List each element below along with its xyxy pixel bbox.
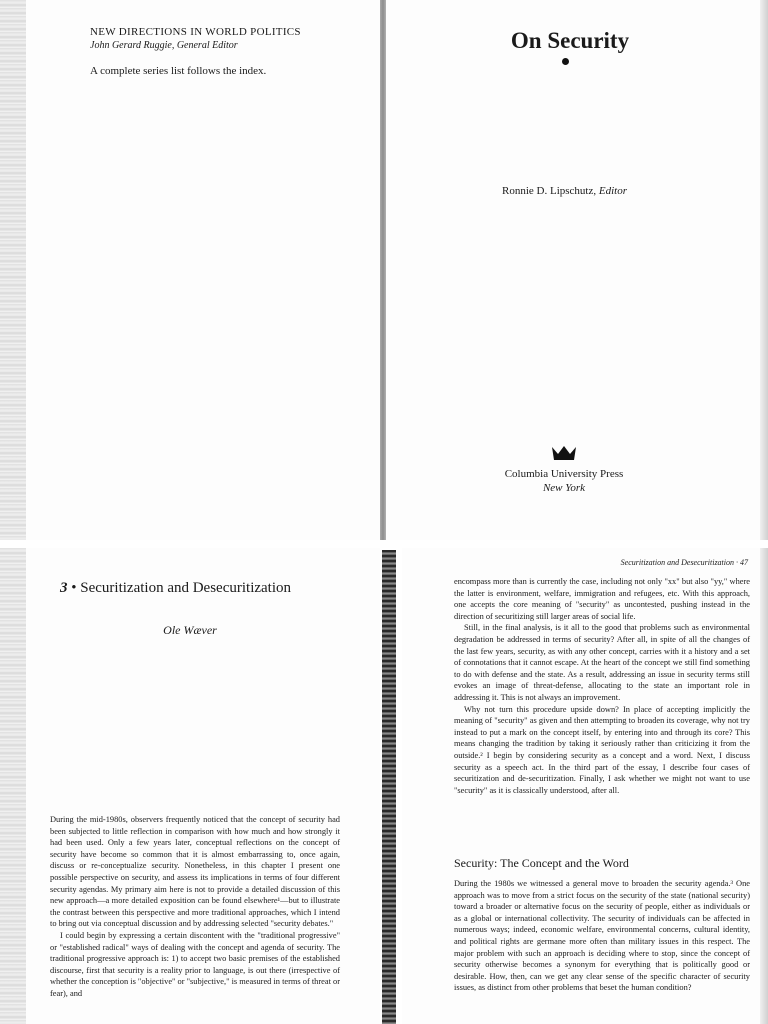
chapter-title-text: Securitization and Desecuritization — [80, 580, 292, 596]
text-page-47 — [402, 548, 768, 1024]
chapter-body — [50, 814, 340, 1000]
chapter-author: Ole Wæver — [163, 623, 217, 637]
chapter-title — [60, 580, 291, 597]
scan-edge — [760, 548, 768, 1024]
publisher-name: Columbia University Press — [504, 468, 624, 480]
series-note: A complete series list follows the index. — [90, 65, 267, 77]
section-heading: Security: The Concept and the Word — [454, 856, 629, 870]
binding-gutter-bottom — [382, 550, 396, 1024]
scan-edge — [0, 548, 26, 1024]
body-paragraph: Still, in the final analysis, is it all to the good that problems such as environmental degradation be addressed in terms of security? After all, in spite of all the changes of the last few years, security, as with any other concept, carries with it a history and a set of connotations that it cannot escape. At the heart of the concept we still find something to do with defense and the state. As a result, addressing an issue in security terms still evokes an image of threat-defense, allocating to the state an important role in addressing it. This is not always an improvement. — [454, 623, 750, 702]
scan-edge — [760, 0, 768, 540]
body-paragraph: Why not turn this procedure upside down? In place of accepting implicitly the meaning of "security" as given and then attempting to broaden its coverage, why not try instead to put a mark on the concept itself, by entering into and through its core? This means changing the tradition by taking it seriously rather than criticizing it from the outside.² I begin by considering security as a concept and a word. Next, I discuss security as a speech act. In the third part of the essay, I describe four cases of securitization and de-securitization. Finally, I ask whether we might not want to use "security" as it is classically understood, after all. — [454, 704, 750, 795]
editor-role: Editor — [598, 185, 627, 197]
body-paragraph: During the 1980s we witnessed a general move to broaden the security agenda.³ One approach was to move from a strict focus on the security of the state (national security) toward a broader or alternative focus on the security of people, either as individuals or as a global or international collectivity. The security of individuals can be affected in numerous ways; indeed, economic welfare, environmental concerns, cultural identity, and political rights are germane more often than military issues in this respect. The major problem with such an approach is deciding where to stop, since the concept of security otherwise becomes a synonym for everything that is politically good or desirable. How, then, can we get any clear sense of the specific character of security issues, as distinct from other problems that beset the human condition? — [454, 879, 750, 993]
page-body — [454, 576, 750, 796]
title-page — [386, 0, 768, 540]
scan-edge — [0, 0, 26, 540]
body-paragraph: I could begin by expressing a certain discontent with the "traditional progressive" or "established radical" ways of dealing with the concept and agenda of security. The traditional progressive approach is: 1) to accept two basic premises of the established discourse, first that security is a reality prior to language, is out there (irrespective of whether the conception is "objective" or "subjective," is measured in terms of threat or fear), and — [50, 930, 340, 998]
series-editor: John Gerard Ruggie, General Editor — [90, 40, 238, 51]
series-title: NEW DIRECTIONS IN WORLD POLITICS — [90, 26, 301, 38]
series-page — [0, 0, 380, 540]
editor-name: Ronnie D. Lipschutz, — [502, 185, 597, 197]
chapter-number: 3 — [60, 580, 68, 596]
chapter-opening-page — [0, 548, 380, 1024]
section-body — [454, 878, 750, 994]
body-paragraph: encompass more than is currently the case, including not only "xx" but also "yy," where the latter is environment, welfare, immigration and refugees, etc. With this approach, one accepts the core meaning of "security" as uncontested, pushing instead in the direction of securitizing still larger areas of social life. — [454, 577, 750, 621]
book-title: On Security — [510, 28, 630, 53]
title-bullet-icon — [562, 58, 569, 65]
running-head: Securitization and Desecuritization · 47 — [620, 558, 748, 567]
book-editor — [502, 185, 627, 197]
crown-icon — [551, 445, 577, 461]
chapter-separator: • — [71, 580, 81, 596]
body-paragraph: During the mid-1980s, observers frequently noticed that the concept of security had been subjected to little reflection in comparison with how much and how strongly it had been used. Only a few years later, conceptual reflections on the concept of security have become so common that it is almost embarrassing to, once again, discuss or re-conceptualize security. Nonetheless, in this chapter I present one possible perspective on security, and assess its implications in terms of four different security agendas. My primary aim here is not to provide a detailed discussion of this new approach—a more detailed exposition can be found elsewhere¹—but to illustrate the contrast between this perspective and more traditional approaches, which I intend to bring out via conceptual discussion and by addressing selected "security debates." — [50, 815, 340, 929]
publisher-city: New York — [542, 482, 586, 494]
